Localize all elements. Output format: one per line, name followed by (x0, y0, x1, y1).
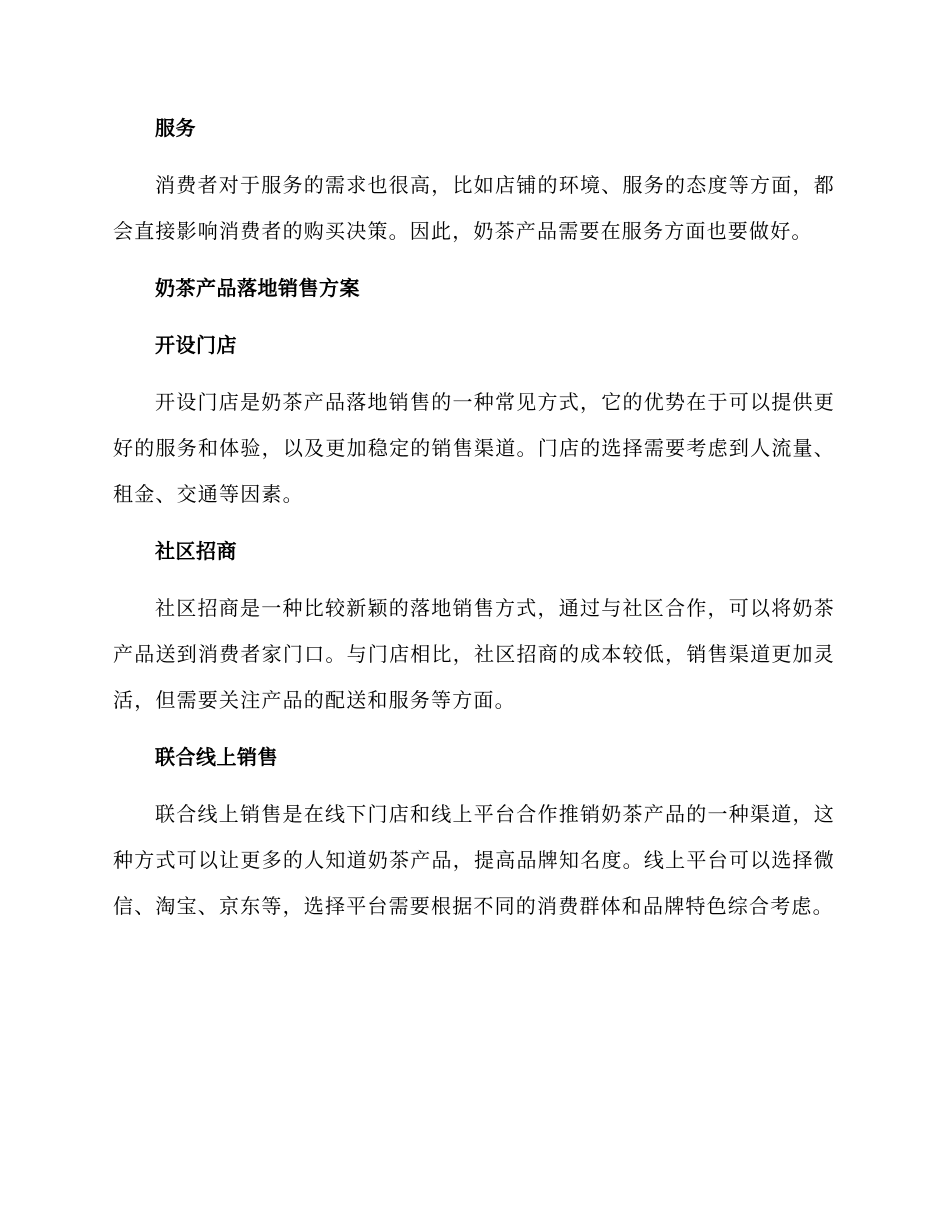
heading-service: 服务 (155, 116, 196, 140)
heading-online-sales: 联合线上销售 (155, 745, 278, 769)
heading-sales-plan: 奶茶产品落地销售方案 (155, 276, 360, 300)
paragraph-community-merchants: 社区招商是一种比较新颖的落地销售方式，通过与社区合作，可以将奶茶产品送到消费者家门口。与门店相比，社区招商的成本较低，销售渠道更加灵活，但需要关注产品的配送和服务等方面。 (113, 596, 835, 712)
paragraph-service: 消费者对于服务的需求也很高，比如店铺的环境、服务的态度等方面，都会直接影响消费者的购买决策。因此，奶茶产品需要在服务方面也要做好。 (113, 173, 835, 243)
heading-open-store: 开设门店 (155, 333, 237, 357)
document-body (113, 105, 835, 929)
heading-community-merchants: 社区招商 (155, 539, 237, 563)
paragraph-online-sales: 联合线上销售是在线下门店和线上平台合作推销奶茶产品的一种渠道，这种方式可以让更多的人知道奶茶产品，提高品牌知名度。线上平台可以选择微信、淘宝、京东等，选择平台需要根据不同的消费群体和品牌特色综合考虑。 (113, 802, 835, 918)
paragraph-open-store: 开设门店是奶茶产品落地销售的一种常见方式，它的优势在于可以提供更好的服务和体验，以及更加稳定的销售渠道。门店的选择需要考虑到人流量、租金、交通等因素。 (113, 390, 835, 506)
